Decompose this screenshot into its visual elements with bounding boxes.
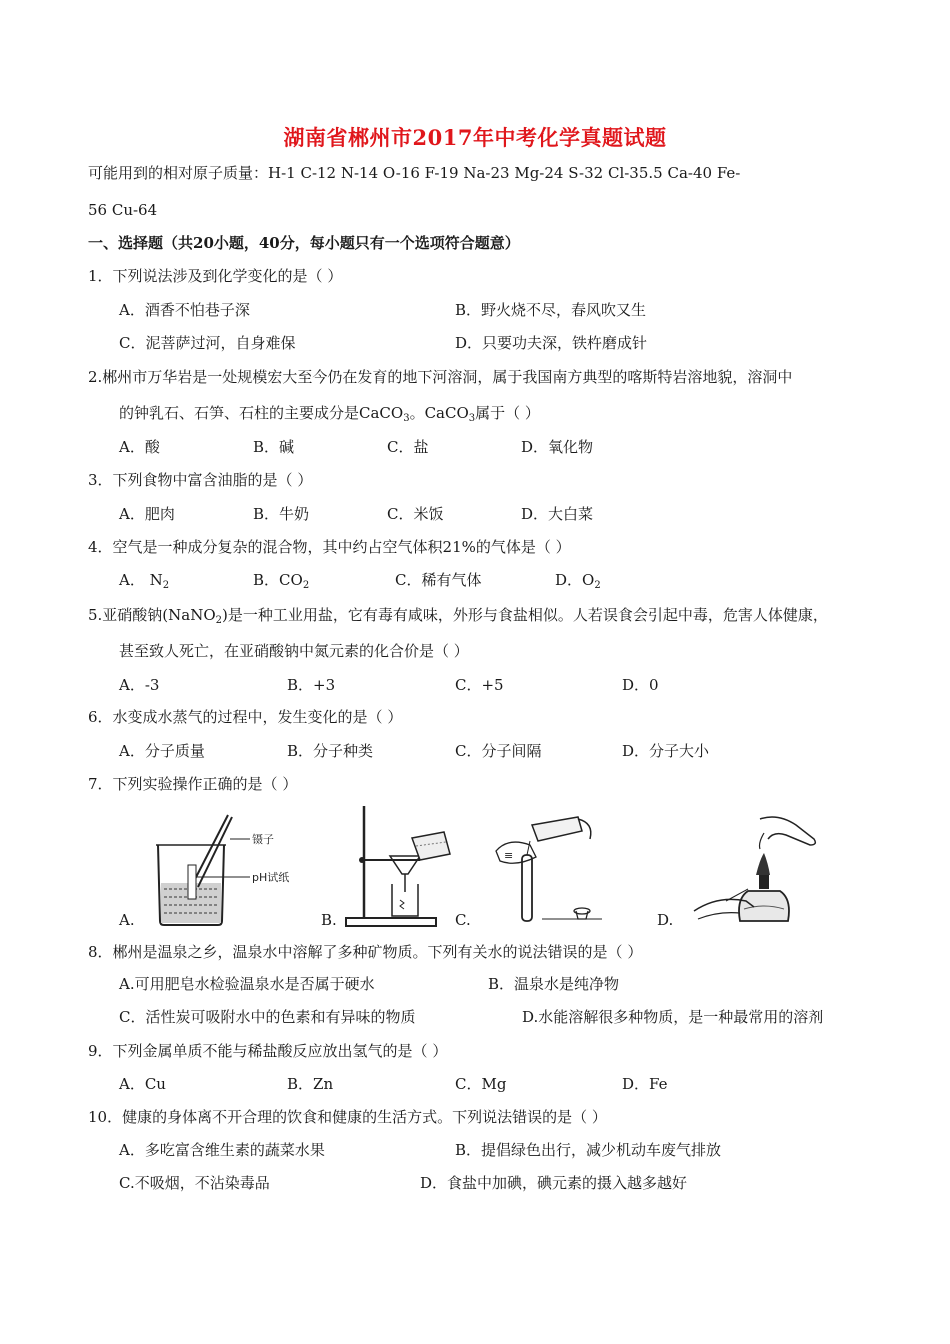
q4-option-d: D．$O_2$ [555, 571, 601, 591]
atomic-mass-line-2: 56 Cu-64 [88, 201, 158, 219]
q5-option-c: C．+5 [455, 676, 504, 694]
q2-stem-line1: 2.郴州市万华岩是一处规模宏大至今仍在发育的地下河溶洞，属于我国南方典型的喀斯特岩溶地貌，溶洞中 [88, 368, 793, 386]
tweezers-label: 镊子 [252, 833, 274, 846]
q8-option-d: D.水能溶解很多种物质，是一种最常用的溶剂 [522, 1008, 824, 1026]
q1-option-a: A．酒香不怕巷子深 [119, 301, 250, 319]
ph-paper-label: pH试纸 [252, 871, 290, 884]
q3-option-a: A．肥肉 [119, 505, 175, 523]
q2-option-d: D．氧化物 [521, 438, 594, 456]
q5-option-d: D．0 [622, 676, 659, 694]
q7-stem: 7．下列实验操作正确的是（ ） [88, 775, 298, 793]
q9-option-d: D．Fe [622, 1075, 668, 1093]
q9-stem: 9．下列金属单质不能与稀盐酸反应放出氢气的是（ ） [88, 1042, 448, 1060]
q5-option-b: B．+3 [287, 676, 336, 694]
q4-stem: 4．空气是一种成分复杂的混合物，其中约占空气体积21%的气体是（ ） [88, 538, 571, 556]
q8-option-c: C．活性炭可吸附水中的色素和有异味的物质 [119, 1008, 416, 1026]
q4-option-c: C．稀有气体 [395, 571, 482, 589]
q8-option-a: A.可用肥皂水检验温泉水是否属于硬水 [119, 975, 375, 993]
q2-option-b: B．碱 [253, 438, 295, 456]
pouring-liquid-figure [486, 815, 606, 925]
q6-option-d: D．分子大小 [622, 742, 710, 760]
q9-option-c: C．Mg [455, 1075, 507, 1093]
q3-stem: 3．下列食物中富含油脂的是（ ） [88, 471, 313, 489]
q8-option-b: B．温泉水是纯净物 [488, 975, 620, 993]
q7-option-a: A. [119, 911, 135, 929]
ph-test-beaker-figure [150, 805, 310, 927]
q10-stem: 10．健康的身体离不开合理的饮食和健康的生活方式。下列说法错误的是（ ） [88, 1108, 607, 1126]
q3-option-d: D．大白菜 [521, 505, 594, 523]
svg-text:≡: ≡ [504, 849, 514, 862]
atomic-mass-line-1: 可能用到的相对原子质量：H-1 C-12 N-14 O-16 F-19 Na-23 Mg-24 S-32 Cl-35.5 Ca-40 Fe- [88, 164, 741, 182]
q10-option-c: C.不吸烟，不沾染毒品 [119, 1174, 270, 1192]
page-title: 湖南省郴州市2017年中考化学真题试题 [283, 125, 667, 150]
q5-option-a: A．-3 [119, 676, 160, 694]
q4-option-b: B．$CO_2$ [253, 571, 310, 591]
q1-option-c: C．泥菩萨过河，自身难保 [119, 334, 296, 352]
q2-stem-line2: 的钟乳石、石笋、石柱的主要成分是CaCO$_3$。CaCO$_3$属于（ ） [119, 404, 540, 424]
q7-option-c: C. [455, 911, 471, 929]
q7-option-d: D. [657, 911, 674, 929]
q2-option-a: A．酸 [119, 438, 160, 456]
q6-option-a: A．分子质量 [119, 742, 205, 760]
q10-option-b: B．提倡绿色出行，减少机动车废气排放 [455, 1141, 722, 1159]
q7-option-b: B. [321, 911, 337, 929]
q6-stem: 6．水变成水蒸气的过程中，发生变化的是（ ） [88, 708, 403, 726]
q5-stem-line2: 甚至致人死亡，在亚硝酸钠中氮元素的化合价是（ ） [119, 642, 469, 660]
q3-option-b: B．牛奶 [253, 505, 310, 523]
q9-option-a: A．Cu [119, 1075, 166, 1093]
q5-stem-line1: 5.亚硝酸钠(NaNO$_2$)是一种工业用盐，它有毒有咸味，外形与食盐相似。人若误食会引起中毒，危害人体健康， [88, 606, 828, 626]
q3-option-c: C．米饭 [387, 505, 444, 523]
q9-option-b: B．Zn [287, 1075, 334, 1093]
q4-option-a: A． $N_2$ [119, 571, 170, 591]
q1-stem: 1．下列说法涉及到化学变化的是（ ） [88, 267, 343, 285]
alcohol-lamp-figure [688, 815, 838, 927]
q8-stem: 8．郴州是温泉之乡，温泉水中溶解了多种矿物质。下列有关水的说法错误的是（ ） [88, 943, 643, 961]
q6-option-c: C．分子间隔 [455, 742, 542, 760]
section-heading: 一、选择题（共20小题，40分，每小题只有一个选项符合题意） [88, 234, 520, 252]
q1-option-b: B．野火烧不尽，春风吹又生 [455, 301, 647, 319]
q10-option-d: D．食盐中加碘，碘元素的摄入越多越好 [420, 1174, 688, 1192]
q6-option-b: B．分子种类 [287, 742, 374, 760]
q10-option-a: A．多吃富含维生素的蔬菜水果 [119, 1141, 325, 1159]
q2-option-c: C．盐 [387, 438, 429, 456]
q1-option-d: D．只要功夫深，铁杵磨成针 [455, 334, 648, 352]
filtration-apparatus-figure [340, 800, 460, 928]
